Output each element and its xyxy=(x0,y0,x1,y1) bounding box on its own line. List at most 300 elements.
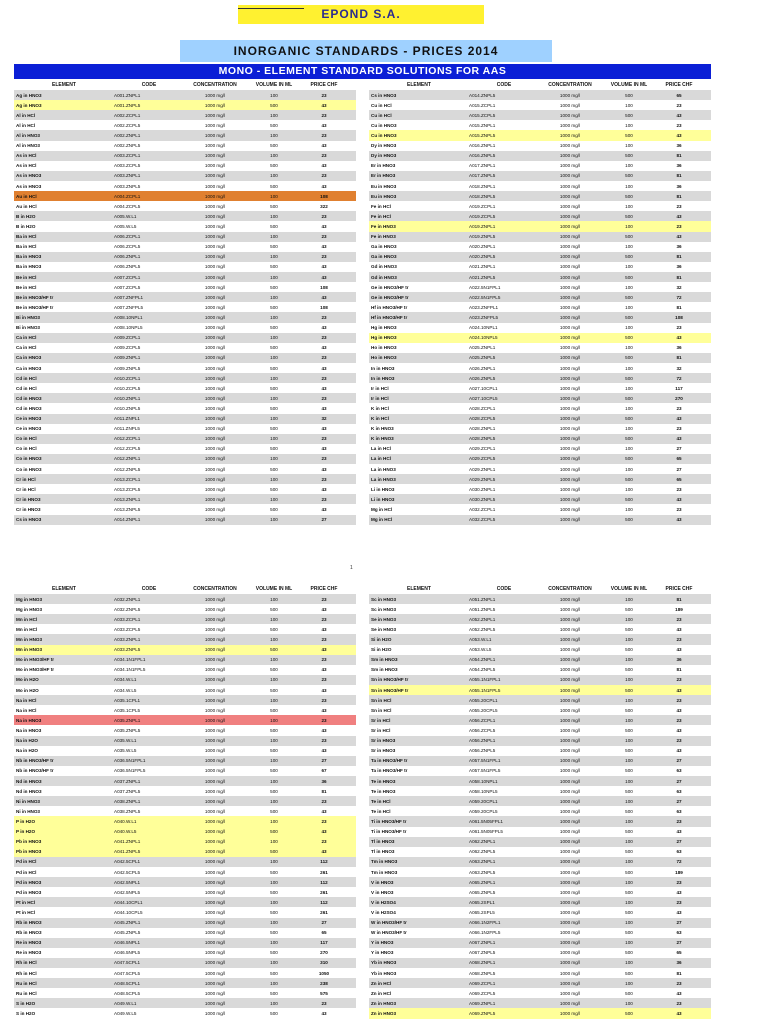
cell-element: Pb in HNO3 xyxy=(16,839,42,845)
cell-element: V in H2SO4 xyxy=(371,899,396,905)
table-row xyxy=(369,907,711,917)
cell-price: 43 xyxy=(676,416,682,422)
cell-concentration: 1000 mg/l xyxy=(204,879,226,885)
cell-code: A055.1N1FPL1 xyxy=(469,677,501,683)
table-row xyxy=(14,171,356,181)
cell-concentration: 1000 mg/l xyxy=(559,606,581,612)
table-row xyxy=(369,474,711,484)
table-row xyxy=(369,604,711,614)
cell-concentration: 1000 mg/l xyxy=(559,778,581,784)
cell-code: A025.ZNPL5 xyxy=(469,355,496,361)
cell-code: A035.W.L5 xyxy=(114,748,137,754)
cell-price: 43 xyxy=(676,687,682,693)
cell-element: Cu in HNO3 xyxy=(371,132,397,138)
cell-element: Tm in HNO3 xyxy=(371,859,398,865)
cell-concentration: 1000 mg/l xyxy=(559,173,581,179)
cell-concentration: 1000 mg/l xyxy=(204,496,226,502)
column-header-element: ELEMENT xyxy=(407,82,431,88)
cell-volume: 100 xyxy=(625,446,633,452)
cell-price: 27 xyxy=(676,758,682,764)
cell-element: Ir in HCl xyxy=(371,385,389,391)
table-row xyxy=(14,715,356,725)
table-row xyxy=(369,847,711,857)
cell-concentration: 1000 mg/l xyxy=(559,889,581,895)
cell-code: A042.5CPL1 xyxy=(114,859,141,865)
cell-concentration: 1000 mg/l xyxy=(204,748,226,754)
cell-volume: 500 xyxy=(625,132,633,138)
cell-element: Be in HCl xyxy=(16,274,37,280)
cell-price: 27 xyxy=(321,517,327,523)
cell-code: A035.ZNPL5 xyxy=(114,727,141,733)
cell-element: Na in HNO3 xyxy=(16,727,42,733)
table-row xyxy=(369,816,711,826)
cell-price: 65 xyxy=(676,950,682,956)
banner-underline xyxy=(238,8,304,9)
cell-concentration: 1000 mg/l xyxy=(559,1000,581,1006)
cell-concentration: 1000 mg/l xyxy=(204,416,226,422)
cell-element: Ca in HNO3 xyxy=(16,365,42,371)
cell-concentration: 1000 mg/l xyxy=(204,616,226,622)
cell-concentration: 1000 mg/l xyxy=(559,314,581,320)
cell-element: Sn in HCl xyxy=(371,697,392,703)
cell-concentration: 1000 mg/l xyxy=(559,102,581,108)
cell-concentration: 1000 mg/l xyxy=(204,970,226,976)
cell-concentration: 1000 mg/l xyxy=(204,1011,226,1017)
cell-element: Re in HNO3 xyxy=(16,940,42,946)
table-row xyxy=(369,756,711,766)
cell-volume: 500 xyxy=(625,748,633,754)
cell-code: A015.ZCPL1 xyxy=(469,102,496,108)
table-row xyxy=(369,705,711,715)
table-row xyxy=(14,705,356,715)
cell-code: A038.ZNPL5 xyxy=(114,808,141,814)
cell-price: 43 xyxy=(676,647,682,653)
table-row xyxy=(369,100,711,110)
column-header-code: CODE xyxy=(496,82,512,88)
cell-volume: 500 xyxy=(625,496,633,502)
table-row xyxy=(14,464,356,474)
cell-concentration: 1000 mg/l xyxy=(204,476,226,482)
cell-concentration: 1000 mg/l xyxy=(559,254,581,260)
cell-concentration: 1000 mg/l xyxy=(204,909,226,915)
cell-concentration: 1000 mg/l xyxy=(204,102,226,108)
cell-element: Li in HNO3 xyxy=(371,486,395,492)
cell-volume: 100 xyxy=(270,416,278,422)
cell-concentration: 1000 mg/l xyxy=(204,839,226,845)
cell-code: A004.ZCPL5 xyxy=(114,203,141,209)
cell-volume: 100 xyxy=(270,980,278,986)
price-table-bottom-left xyxy=(14,584,356,1019)
cell-element: Fe in HNO3 xyxy=(371,223,396,229)
cell-volume: 100 xyxy=(625,223,633,229)
cell-volume: 500 xyxy=(625,687,633,693)
cell-volume: 100 xyxy=(625,879,633,885)
cell-element: S in H2O xyxy=(16,1011,36,1017)
table-header xyxy=(369,80,711,90)
table-row xyxy=(369,110,711,120)
cell-price: 43 xyxy=(676,335,682,341)
cell-code: A008.10NPL1 xyxy=(114,314,143,320)
cell-concentration: 1000 mg/l xyxy=(204,426,226,432)
cell-price: 43 xyxy=(321,727,327,733)
cell-volume: 500 xyxy=(270,626,278,632)
cell-price: 575 xyxy=(320,990,328,996)
cell-concentration: 1000 mg/l xyxy=(559,385,581,391)
table-body xyxy=(14,594,356,1019)
cell-volume: 100 xyxy=(625,102,633,108)
cell-price: 270 xyxy=(320,950,328,956)
cell-code: A032.ZNPL5 xyxy=(114,606,141,612)
cell-volume: 500 xyxy=(625,517,633,523)
cell-concentration: 1000 mg/l xyxy=(559,950,581,956)
cell-code: A013.ZCPL5 xyxy=(114,486,141,492)
cell-volume: 500 xyxy=(625,606,633,612)
cell-code: A009.ZNPL5 xyxy=(114,365,141,371)
cell-volume: 100 xyxy=(270,798,278,804)
cell-price: 27 xyxy=(676,920,682,926)
cell-code: A013.ZNPL1 xyxy=(114,496,141,502)
cell-code: A025.ZNPL1 xyxy=(469,345,496,351)
table-row xyxy=(14,857,356,867)
cell-price: 23 xyxy=(321,335,327,341)
table-row xyxy=(369,464,711,474)
cell-element: Er in HNO3 xyxy=(371,163,396,169)
cell-code: A045.ZNPL5 xyxy=(114,930,141,936)
table-row xyxy=(369,938,711,948)
cell-price: 23 xyxy=(676,738,682,744)
table-row xyxy=(369,292,711,302)
cell-element: Yb in HNO3 xyxy=(371,960,397,966)
cell-element: Ta in HNO3/HF tr xyxy=(371,768,408,774)
cell-code: A026.ZNPL1 xyxy=(469,365,496,371)
cell-concentration: 1000 mg/l xyxy=(204,818,226,824)
cell-price: 23 xyxy=(321,132,327,138)
table-row xyxy=(14,383,356,393)
table-row xyxy=(14,302,356,312)
cell-code: A036.5N1FPL5 xyxy=(114,768,146,774)
table-row xyxy=(14,90,356,100)
table-row xyxy=(369,796,711,806)
cell-code: A029.ZNPL5 xyxy=(469,476,496,482)
cell-price: 23 xyxy=(321,314,327,320)
cell-concentration: 1000 mg/l xyxy=(204,869,226,875)
cell-price: 43 xyxy=(321,345,327,351)
cell-code: A019.ZCPL5 xyxy=(469,213,496,219)
cell-volume: 500 xyxy=(625,950,633,956)
cell-price: 43 xyxy=(676,990,682,996)
cell-volume: 500 xyxy=(625,375,633,381)
cell-price: 261 xyxy=(320,889,328,895)
cell-element: Mn in HCl xyxy=(16,626,38,632)
cell-price: 43 xyxy=(321,122,327,128)
cell-concentration: 1000 mg/l xyxy=(204,808,226,814)
cell-price: 43 xyxy=(321,426,327,432)
cell-volume: 100 xyxy=(625,122,633,128)
cell-price: 67 xyxy=(321,768,327,774)
cell-volume: 500 xyxy=(270,203,278,209)
cell-code: A007.ZCPL1 xyxy=(114,274,141,280)
cell-concentration: 1000 mg/l xyxy=(204,153,226,159)
cell-code: A027.10CPL1 xyxy=(469,385,498,391)
cell-price: 63 xyxy=(676,788,682,794)
table-row xyxy=(14,282,356,292)
cell-concentration: 1000 mg/l xyxy=(559,294,581,300)
table-row xyxy=(14,232,356,242)
cell-price: 27 xyxy=(676,940,682,946)
cell-code: A051.ZNPL5 xyxy=(469,606,496,612)
table-row xyxy=(14,756,356,766)
table-row xyxy=(369,766,711,776)
cell-code: A057.5N1FPL1 xyxy=(469,758,501,764)
table-row xyxy=(369,414,711,424)
cell-code: A024.10NPL5 xyxy=(469,335,498,341)
cell-code: A020.ZNPL1 xyxy=(469,244,496,250)
cell-concentration: 1000 mg/l xyxy=(204,697,226,703)
table-row xyxy=(14,272,356,282)
cell-volume: 500 xyxy=(270,385,278,391)
cell-code: A053.W.L5 xyxy=(469,647,492,653)
table-row xyxy=(369,221,711,231)
table-row xyxy=(369,806,711,816)
table-row xyxy=(14,414,356,424)
cell-price: 23 xyxy=(676,717,682,723)
cell-price: 65 xyxy=(676,456,682,462)
cell-price: 23 xyxy=(321,173,327,179)
cell-element: Ni in HNO3 xyxy=(16,798,40,804)
cell-code: A048.5CPL1 xyxy=(114,980,141,986)
table-row xyxy=(369,201,711,211)
cell-element: Be in HCl xyxy=(16,284,37,290)
column-header-concentration: CONCENTRATION xyxy=(548,586,592,592)
cell-volume: 100 xyxy=(270,859,278,865)
cell-volume: 500 xyxy=(270,748,278,754)
cell-concentration: 1000 mg/l xyxy=(559,818,581,824)
cell-concentration: 1000 mg/l xyxy=(559,375,581,381)
cell-volume: 100 xyxy=(270,839,278,845)
cell-element: Mn in HNO3 xyxy=(16,636,43,642)
cell-code: A003.ZCPL1 xyxy=(114,153,141,159)
cell-volume: 500 xyxy=(270,768,278,774)
table-row xyxy=(369,675,711,685)
cell-code: A026.ZNPL5 xyxy=(469,375,496,381)
cell-code: A016.ZNPL5 xyxy=(469,153,496,159)
cell-concentration: 1000 mg/l xyxy=(204,1000,226,1006)
cell-element: Al in HCl xyxy=(16,122,36,128)
cell-code: A020.ZNPL5 xyxy=(469,254,496,260)
cell-price: 43 xyxy=(676,727,682,733)
column-header-concentration: CONCENTRATION xyxy=(193,82,237,88)
cell-element: Gd in HNO3 xyxy=(371,274,397,280)
cell-element: Zn in HNO3 xyxy=(371,1000,397,1006)
table-row xyxy=(369,151,711,161)
cell-volume: 100 xyxy=(270,456,278,462)
table-row xyxy=(369,827,711,837)
cell-concentration: 1000 mg/l xyxy=(559,920,581,926)
cell-price: 81 xyxy=(676,173,682,179)
cell-concentration: 1000 mg/l xyxy=(559,970,581,976)
cell-code: A009.ZNPL1 xyxy=(114,355,141,361)
cell-concentration: 1000 mg/l xyxy=(204,395,226,401)
cell-code: A003.ZCPL5 xyxy=(114,163,141,169)
table-row xyxy=(14,978,356,988)
cell-volume: 500 xyxy=(270,990,278,996)
cell-element: Dy in HNO3 xyxy=(371,143,397,149)
cell-element: Cr in HNO3 xyxy=(16,507,41,513)
table-row xyxy=(14,161,356,171)
table-row xyxy=(14,181,356,191)
cell-price: 108 xyxy=(320,284,328,290)
table-row xyxy=(369,624,711,634)
cell-price: 43 xyxy=(321,829,327,835)
table-body xyxy=(14,90,356,525)
table-row xyxy=(14,454,356,464)
table-row xyxy=(369,181,711,191)
cell-code: A065.2SPL1 xyxy=(469,899,495,905)
table-row xyxy=(369,252,711,262)
table-row xyxy=(14,624,356,634)
cell-volume: 500 xyxy=(270,889,278,895)
cell-price: 23 xyxy=(676,899,682,905)
cell-code: A032.ZCPL5 xyxy=(469,517,496,523)
cell-price: 43 xyxy=(676,112,682,118)
cell-code: A015.ZCPL5 xyxy=(469,112,496,118)
cell-price: 63 xyxy=(676,849,682,855)
cell-volume: 500 xyxy=(270,869,278,875)
table-row xyxy=(14,776,356,786)
cell-price: 23 xyxy=(321,657,327,663)
cell-volume: 100 xyxy=(270,314,278,320)
cell-price: 43 xyxy=(321,507,327,513)
cell-concentration: 1000 mg/l xyxy=(204,335,226,341)
table-row xyxy=(369,695,711,705)
cell-element: Hg in HNO3 xyxy=(371,325,397,331)
section-heading: MONO - ELEMENT STANDARD SOLUTIONS FOR AAS xyxy=(14,64,711,79)
cell-code: A042.5NPL1 xyxy=(114,879,141,885)
cell-concentration: 1000 mg/l xyxy=(559,365,581,371)
cell-element: Ga in HNO3 xyxy=(371,254,397,260)
cell-element: Zn in HCl xyxy=(371,980,392,986)
cell-price: 43 xyxy=(321,466,327,472)
cell-element: V in HNO3 xyxy=(371,889,394,895)
table-row xyxy=(14,614,356,624)
cell-element: Cd in HCl xyxy=(16,375,37,381)
cell-price: 36 xyxy=(676,244,682,250)
cell-volume: 500 xyxy=(625,667,633,673)
cell-concentration: 1000 mg/l xyxy=(204,122,226,128)
cell-element: Sm in HNO3 xyxy=(371,657,398,663)
cell-volume: 500 xyxy=(270,122,278,128)
cell-price: 72 xyxy=(676,294,682,300)
cell-price: 23 xyxy=(676,636,682,642)
cell-concentration: 1000 mg/l xyxy=(559,687,581,693)
table-row xyxy=(14,928,356,938)
cell-concentration: 1000 mg/l xyxy=(204,163,226,169)
cell-concentration: 1000 mg/l xyxy=(559,355,581,361)
cell-volume: 100 xyxy=(270,112,278,118)
cell-concentration: 1000 mg/l xyxy=(559,223,581,229)
cell-element: Mg in HNO3 xyxy=(16,596,43,602)
cell-element: Eu in HNO3 xyxy=(371,193,397,199)
cell-volume: 100 xyxy=(625,980,633,986)
cell-element: Yb in HNO3 xyxy=(371,970,397,976)
cell-code: A044.10CPL5 xyxy=(114,909,143,915)
cell-concentration: 1000 mg/l xyxy=(559,183,581,189)
cell-element: Tm in HNO3 xyxy=(371,869,398,875)
cell-code: A019.ZCPL1 xyxy=(469,203,496,209)
table-row xyxy=(369,998,711,1008)
cell-price: 36 xyxy=(676,657,682,663)
cell-price: 23 xyxy=(321,596,327,602)
cell-element: V in H2SO4 xyxy=(371,909,396,915)
cell-element: Cd in HNO3 xyxy=(16,405,42,411)
cell-concentration: 1000 mg/l xyxy=(559,496,581,502)
cell-concentration: 1000 mg/l xyxy=(559,808,581,814)
cell-volume: 500 xyxy=(625,173,633,179)
table-row xyxy=(369,424,711,434)
cell-element: Ho in HNO3 xyxy=(371,355,397,361)
cell-code: A056.ZCPL5 xyxy=(469,727,496,733)
cell-price: 23 xyxy=(676,677,682,683)
cell-volume: 500 xyxy=(625,849,633,855)
cell-element: Pt in HCl xyxy=(16,899,36,905)
cell-price: 81 xyxy=(676,970,682,976)
cell-element: Co in HNO3 xyxy=(16,456,42,462)
table-row xyxy=(14,221,356,231)
cell-volume: 100 xyxy=(625,697,633,703)
cell-price: 43 xyxy=(321,244,327,250)
cell-concentration: 1000 mg/l xyxy=(204,647,226,653)
cell-price: 43 xyxy=(321,264,327,270)
table-row xyxy=(369,323,711,333)
cell-price: 43 xyxy=(676,496,682,502)
cell-code: A069.ZNPL5 xyxy=(469,1011,496,1017)
cell-concentration: 1000 mg/l xyxy=(559,325,581,331)
cell-price: 43 xyxy=(676,213,682,219)
cell-code: A065.2SPL5 xyxy=(469,909,495,915)
table-row xyxy=(14,695,356,705)
cell-code: A030.ZNPL1 xyxy=(469,486,496,492)
cell-element: Cr in HNO3 xyxy=(16,496,41,502)
cell-price: 43 xyxy=(321,223,327,229)
cell-volume: 500 xyxy=(270,606,278,612)
cell-concentration: 1000 mg/l xyxy=(204,930,226,936)
cell-volume: 500 xyxy=(625,112,633,118)
cell-element: Au in HCl xyxy=(16,203,37,209)
cell-concentration: 1000 mg/l xyxy=(204,707,226,713)
cell-concentration: 1000 mg/l xyxy=(559,213,581,219)
cell-volume: 100 xyxy=(625,960,633,966)
cell-element: Mn in HCl xyxy=(16,616,38,622)
cell-volume: 100 xyxy=(270,92,278,98)
cell-concentration: 1000 mg/l xyxy=(559,517,581,523)
cell-element: P in H2O xyxy=(16,829,36,835)
cell-price: 43 xyxy=(321,606,327,612)
cell-element: Sr in HNO3 xyxy=(371,738,396,744)
cell-element: Sn in HNO3/HF tr xyxy=(371,677,409,683)
table-row xyxy=(14,141,356,151)
cell-concentration: 1000 mg/l xyxy=(204,626,226,632)
cell-concentration: 1000 mg/l xyxy=(559,839,581,845)
cell-code: A037.ZNPL5 xyxy=(114,788,141,794)
cell-element: Ba in HCl xyxy=(16,234,37,240)
cell-price: 261 xyxy=(320,909,328,915)
cell-price: 43 xyxy=(676,889,682,895)
cell-code: A041.ZNPL1 xyxy=(114,839,141,845)
cell-price: 43 xyxy=(676,517,682,523)
cell-price: 81 xyxy=(676,596,682,602)
cell-code: A012.ZCPL5 xyxy=(114,446,141,452)
cell-concentration: 1000 mg/l xyxy=(204,456,226,462)
